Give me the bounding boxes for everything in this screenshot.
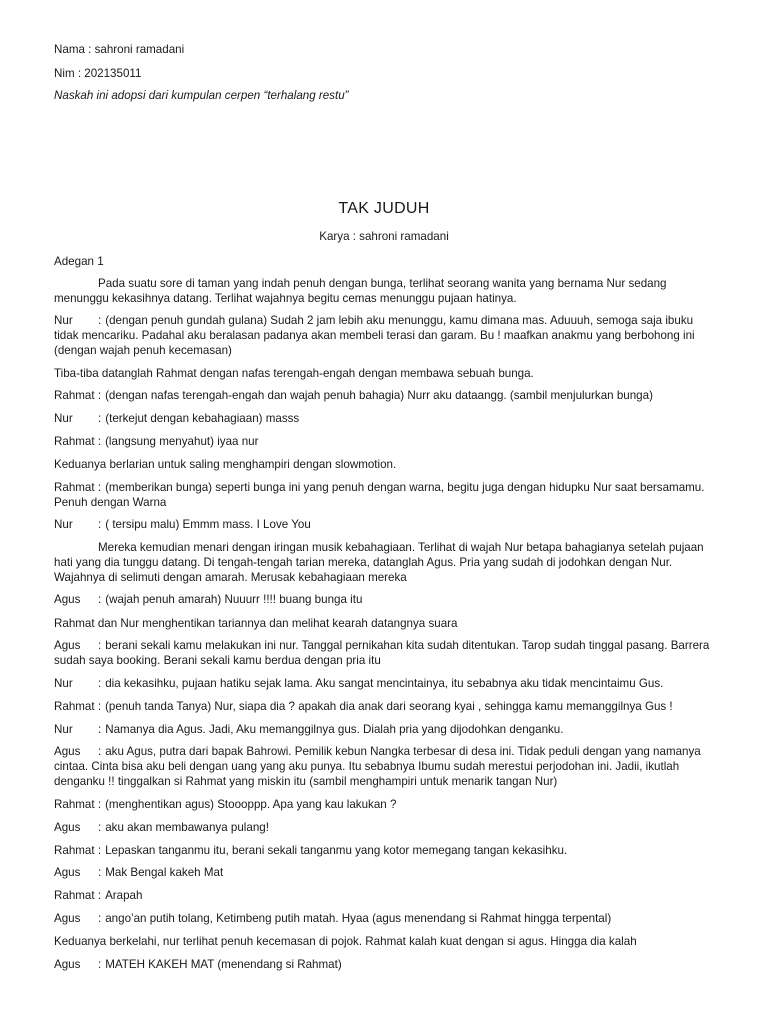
speaker-label: Agus [54, 639, 81, 652]
speaker-label: Agus [54, 912, 81, 925]
dialogue-line: Rahmat : (penuh tanda Tanya) Nur, siapa dia ? apakah dia anak dari seorang kyai , sehingga kamu memanggilnya Gus ! [54, 700, 673, 713]
dialogue-line: Rahmat : (memberikan bunga) seperti bunga ini yang penuh dengan warna, begitu juga dengan hidupku Nur saat bersamamu. Penuh dengan Warna [54, 481, 705, 509]
dialogue-line: Rahmat : Arapah [54, 889, 143, 902]
dialogue-text: Lepaskan tanganmu itu, berani sekali tanganmu yang kotor memegang tangan kekasihku. [105, 844, 568, 857]
speaker-label: Agus [54, 821, 81, 834]
dialogue-line: Agus : berani sekali kamu melakukan ini nur. Tanggal pernikahan kita sudah ditentukan. Tarop sudah tinggal pasang. Barrera sudah saya booking. Berani sekali kamu berdua dengan pria itu [54, 639, 710, 667]
dialogue-text: (langsung menyahut) iyaa nur [105, 435, 259, 448]
dialogue-line: Agus : aku akan membawanya pulang! [54, 821, 269, 834]
dialogue-line: Nur : dia kekasihku, pujaan hatiku sejak lama. Aku sangat mencintainya, itu sebabnya aku tidak mencintaimu Gus. [54, 677, 664, 690]
speaker-label: Rahmat [54, 435, 95, 448]
speaker-label: Rahmat [54, 798, 95, 811]
dialogue-line: Agus : MATEH KAKEH MAT (menendang si Rahmat) [54, 958, 342, 971]
student-id-line: Nim : 202135011 [54, 67, 142, 80]
author-name-line: Nama : sahroni ramadani [54, 43, 185, 56]
dialogue-line: Agus : ango’an putih tolang, Ketimbeng putih matah. Hyaa (agus menendang si Rahmat hingga terpental) [54, 912, 612, 925]
speaker-label: Rahmat [54, 700, 95, 713]
author-byline: Karya : sahroni ramadani [319, 230, 449, 243]
narration-line: Tiba-tiba datanglah Rahmat dengan nafas terengah-engah dengan membawa sebuah bunga. [54, 367, 534, 380]
speaker-label: Agus [54, 958, 81, 971]
speaker-label: Agus [54, 745, 81, 758]
dialogue-text: (penuh tanda Tanya) Nur, siapa dia ? apakah dia anak dari seorang kyai , sehingga kamu memanggilnya Gus ! [105, 700, 673, 713]
dialogue-text: Arapah [105, 889, 143, 902]
dialogue-line: Agus : (wajah penuh amarah) Nuuurr !!!! buang bunga itu [54, 593, 363, 606]
narration-line: Keduanya berlarian untuk saling menghampiri dengan slowmotion. [54, 458, 397, 471]
dialogue-text: ango’an putih tolang, Ketimbeng putih matah. Hyaa (agus menendang si Rahmat hingga terpental) [105, 912, 612, 925]
page-title: TAK JUDUH [338, 200, 430, 217]
paragraph-dance: Mereka kemudian menari dengan iringan musik kebahagiaan. Terlihat di wajah Nur betapa bahagianya setelah pujaan hati yang dia tunggu datang. Di tengah-tengah tarian mereka, datanglah Agus. Pria yang sudah di jodohkan dengan Nur. Wajahnya di selimuti dengan amarah. Merusak kebahagiaan mereka [54, 541, 704, 584]
dialogue-text: (menghentikan agus) Stoooppp. Apa yang kau lakukan ? [105, 798, 397, 811]
dialogue-text: (dengan penuh gundah gulana) Sudah 2 jam lebih aku menunggu, kamu dimana mas. Aduuuh, semoga saja ibuku tidak mencariku. Padahal aku beralasan padanya akan membeli terasi dan garam. Bu ! maafkan anakmu yang berbohong ini (dengan wajah penuh kecemasan) [54, 314, 695, 357]
dialogue-text: dia kekasihku, pujaan hatiku sejak lama. Aku sangat mencintainya, itu sebabnya aku tidak mencintaimu Gus. [105, 677, 664, 690]
speaker-label: Agus [54, 866, 81, 879]
narration-line: Keduanya berkelahi, nur terlihat penuh kecemasan di pojok. Rahmat kalah kuat dengan si agus. Hingga dia kalah [54, 935, 637, 948]
dialogue-text: (dengan nafas terengah-engah dan wajah penuh bahagia) Nurr aku dataangg. (sambil menjulurkan bunga) [105, 389, 653, 402]
adaptation-note: Naskah ini adopsi dari kumpulan cerpen “terhalang restu” [54, 89, 349, 102]
speaker-label: Agus [54, 593, 81, 606]
dialogue-line: Rahmat : (dengan nafas terengah-engah dan wajah penuh bahagia) Nurr aku dataangg. (sambil menjulurkan bunga) [54, 389, 653, 402]
paragraph-opening: Pada suatu sore di taman yang indah penuh dengan bunga, terlihat seorang wanita yang bernama Nur sedang menunggu kekasihnya datang. Terlihat wajahnya begitu cemas menunggu pujaan hatinya. [54, 277, 667, 305]
dialogue-text: berani sekali kamu melakukan ini nur. Tanggal pernikahan kita sudah ditentukan. Tarop sudah tinggal pasang. Barrera sudah saya booking. Berani sekali kamu berdua dengan pria itu [54, 639, 710, 667]
dialogue-line: Rahmat : (langsung menyahut) iyaa nur [54, 435, 259, 448]
dialogue-line: Agus : Mak Bengal kakeh Mat [54, 866, 224, 879]
dialogue-text: MATEH KAKEH MAT (menendang si Rahmat) [105, 958, 342, 971]
dialogue-line: Nur : (terkejut dengan kebahagiaan) masss [54, 412, 300, 425]
speaker-label: Rahmat [54, 389, 95, 402]
dialogue-text: aku akan membawanya pulang! [105, 821, 269, 834]
dialogue-text: (wajah penuh amarah) Nuuurr !!!! buang bunga itu [105, 593, 363, 606]
speaker-label: Rahmat [54, 481, 95, 494]
dialogue-line: Rahmat : (menghentikan agus) Stoooppp. Apa yang kau lakukan ? [54, 798, 397, 811]
dialogue-line: Nur : ( tersipu malu) Emmm mass. I Love You [54, 518, 311, 531]
speaker-label: Nur [54, 518, 73, 531]
dialogue-line: Agus : aku Agus, putra dari bapak Bahrowi. Pemilik kebun Nangka terbesar di desa ini. Tidak peduli dengan yang namanya cintaa. Cinta bisa aku beli dengan uang yang aku punya. Itu sebabnya Ibumu sudah merestui perjodohan ini. Jadii, ikutlah denganku !! tinggalkan si Rahmat yang miskin itu (sambil menghampiri untuk menarik tangan Nur) [54, 745, 701, 788]
narration-line: Rahmat dan Nur menghentikan tariannya dan melihat kearah datangnya suara [54, 617, 458, 630]
scene-heading: Adegan 1 [54, 255, 104, 268]
dialogue-line: Rahmat : Lepaskan tanganmu itu, berani sekali tanganmu yang kotor memegang tangan kekasihku. [54, 844, 568, 857]
dialogue-text: Mak Bengal kakeh Mat [105, 866, 224, 879]
dialogue-text: aku Agus, putra dari bapak Bahrowi. Pemilik kebun Nangka terbesar di desa ini. Tidak peduli dengan yang namanya cintaa. Cinta bisa aku beli dengan uang yang aku punya. Itu sebabnya Ibumu sudah merestui perjodohan ini. Jadii, ikutlah denganku !! tinggalkan si Rahmat yang miskin itu (sambil menghampiri untuk menarik tangan Nur) [54, 745, 701, 788]
speaker-label: Nur [54, 677, 73, 690]
dialogue-line: Nur : (dengan penuh gundah gulana) Sudah 2 jam lebih aku menunggu, kamu dimana mas. Aduuuh, semoga saja ibuku tidak mencariku. Padahal aku beralasan padanya akan membeli terasi dan garam. Bu ! maafkan anakmu yang berbohong ini (dengan wajah penuh kecemasan) [54, 314, 695, 357]
speaker-label: Nur [54, 412, 73, 425]
speaker-label: Nur [54, 723, 73, 736]
speaker-label: Nur [54, 314, 73, 327]
speaker-label: Rahmat [54, 844, 95, 857]
dialogue-text: Namanya dia Agus. Jadi, Aku memanggilnya gus. Dialah pria yang dijodohkan denganku. [105, 723, 564, 736]
dialogue-text: (memberikan bunga) seperti bunga ini yang penuh dengan warna, begitu juga dengan hidupku Nur saat bersamamu. Penuh dengan Warna [54, 481, 705, 509]
speaker-label: Rahmat [54, 889, 95, 902]
dialogue-text: (terkejut dengan kebahagiaan) masss [105, 412, 300, 425]
dialogue-line: Nur : Namanya dia Agus. Jadi, Aku memanggilnya gus. Dialah pria yang dijodohkan denganku. [54, 723, 564, 736]
dialogue-text: ( tersipu malu) Emmm mass. I Love You [105, 518, 311, 531]
